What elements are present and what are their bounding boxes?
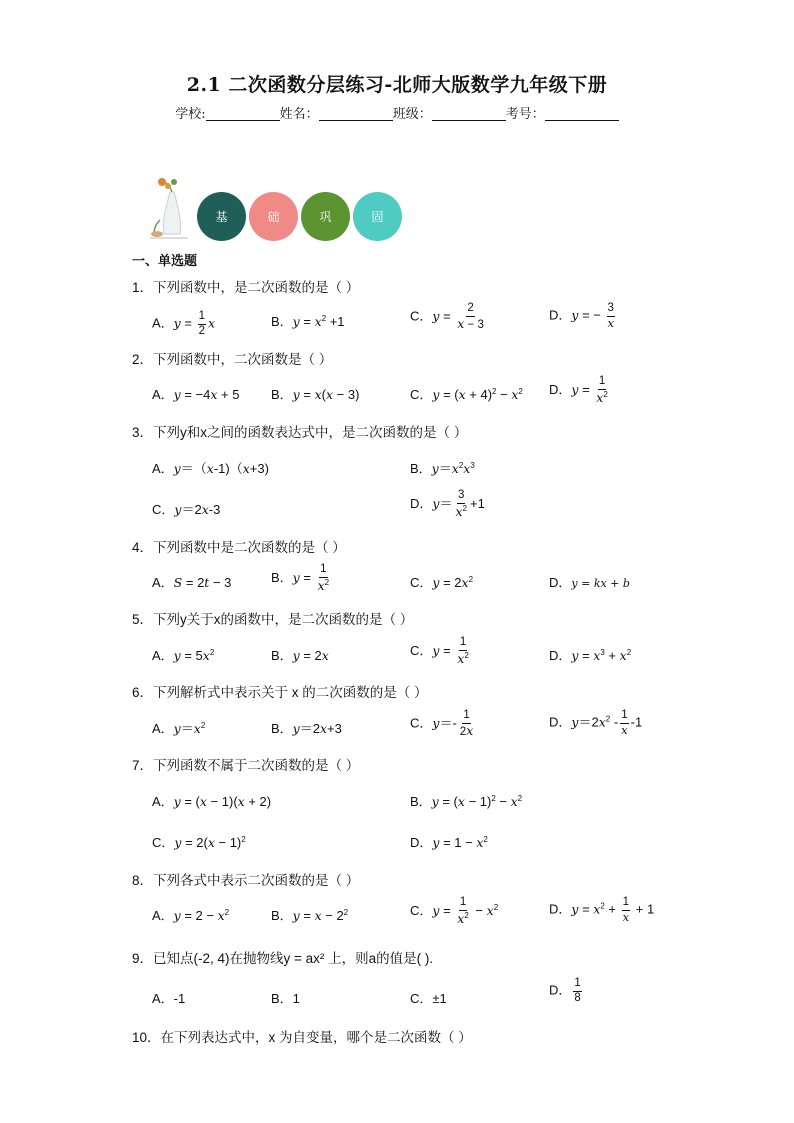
q1-option-a: A．y = $\frac{1}{2}$ x <box>152 310 216 337</box>
question-3-stem: 3．下列y和x之间的函数表达式中，是二次函数的是（ ） <box>132 425 468 440</box>
q5-option-c: C．y = $\frac{1}{x^2}$ <box>410 636 469 666</box>
question-8-stem: 8．下列各式中表示二次函数的是（ ） <box>132 873 360 888</box>
q4-option-c: C．$y = 2x^2$ <box>410 575 474 590</box>
badge-chu: 础 <box>249 192 298 241</box>
q3-option-a: A．y＝（x-1)（x+3) <box>152 461 269 476</box>
student-info-row <box>0 103 794 122</box>
q5-option-d: D．$y = x^3 + x^2$ <box>549 648 632 663</box>
q7-option-d: D．$y = 1 - x^2$ <box>410 835 488 850</box>
q4-option-b: B．y = $\frac{1}{x^2}$ <box>271 563 330 593</box>
q9-option-a: A．-1 <box>152 991 186 1006</box>
school-blank <box>206 107 280 121</box>
question-1-stem: 1．下列函数中，是二次函数的是（ ） <box>132 280 360 295</box>
q8-option-d: D．$y = x^2$ + $\frac{1}{x}$ + 1 <box>549 896 655 924</box>
q8-option-a: A．$y = 2 - x^2$ <box>152 908 230 923</box>
q6-option-b: B．y＝2x+3 <box>271 721 342 736</box>
number-label: 考号： <box>505 107 545 122</box>
question-10-stem: 10．在下列表达式中，x 为自变量，哪个是二次函数（ ） <box>132 1030 472 1045</box>
q5-option-b: B．y = 2x <box>271 648 329 663</box>
question-9-stem: 9．已知点(-2, 4)在抛物线y = ax² 上，则a的值是( ). <box>132 951 434 966</box>
q2-option-b: B．y = x(x − 3) <box>271 387 360 402</box>
q6-option-c: C．y＝- $\frac{1}{2x}$ <box>410 709 474 738</box>
vase-illustration <box>148 178 194 242</box>
q9-option-b: B．1 <box>271 991 300 1006</box>
q3-option-b: B．$y=x^2x^3$ <box>410 461 475 476</box>
question-5-stem: 5．下列y关于x的函数中，是二次函数的是（ ） <box>132 612 414 627</box>
q7-option-b: B．$y = (x - 1)^2 - x^2$ <box>410 794 523 809</box>
q8-option-c: C．y = $\frac{1}{x^2}$ − $x^2$ <box>410 896 499 926</box>
question-2-stem: 2．下列函数中，二次函数是（ ） <box>132 352 333 367</box>
class-label: 班级： <box>392 107 432 122</box>
q9-option-c: C．±1 <box>410 991 447 1006</box>
badge-ji: 基 <box>197 192 246 241</box>
q3-option-c: C．y＝2x-3 <box>152 502 221 517</box>
class-blank <box>432 107 506 121</box>
q4-option-d: D．y = kx + b <box>549 575 630 590</box>
badge-gu: 固 <box>353 192 402 241</box>
badge-row <box>197 192 402 241</box>
name-label: 姓名： <box>279 107 319 122</box>
school-label: 学校: <box>175 107 206 122</box>
badge-gong: 巩 <box>301 192 350 241</box>
q3-option-d: D．y＝ $\frac{3}{x^2}$ +1 <box>410 489 485 519</box>
q1-option-c: C．y = $\frac{2}{x - 3}$ <box>410 302 484 331</box>
q2-option-c: C．$y = (x + 4)^2 - x^2$ <box>410 387 523 402</box>
q9-option-d: D． $\frac{1}{8}$ <box>549 977 581 1004</box>
q4-option-a: A．S = 2t − 3 <box>152 575 232 590</box>
page-title: 2.1 二次函数分层练习-北师大版数学九年级下册 <box>186 74 608 96</box>
q7-option-a: A．y = (x − 1)(x + 2) <box>152 794 272 809</box>
q1-option-d: D．y = − $\frac{3}{x}$ <box>549 302 614 330</box>
name-blank <box>319 107 393 121</box>
q5-option-a: A．$y = 5x^2$ <box>152 648 215 663</box>
question-6-stem: 6．下列解析式中表示关于 x 的二次函数的是（ ） <box>132 685 428 700</box>
q2-option-a: A．y = −4x + 5 <box>152 387 240 402</box>
q2-option-d: D．y = $\frac{1}{x^2}$ <box>549 375 608 405</box>
number-blank <box>545 107 619 121</box>
question-7-stem: 7．下列函数不属于二次函数的是（ ） <box>132 758 360 773</box>
q1-option-b: B．$y = x^2 +1$ <box>271 314 345 329</box>
question-4-stem: 4．下列函数中是二次函数的是（ ） <box>132 540 346 555</box>
q6-option-d: D．$y=2x^2$ - $\frac{1}{x}$ -1 <box>549 709 643 737</box>
q7-option-c: C．$y = 2(x - 1)^2$ <box>152 835 246 850</box>
section-heading: 一、单选题 <box>132 254 198 269</box>
q8-option-b: B．$y = x - 2^2$ <box>271 908 349 923</box>
q6-option-a: A．$y=x^2$ <box>152 721 206 736</box>
